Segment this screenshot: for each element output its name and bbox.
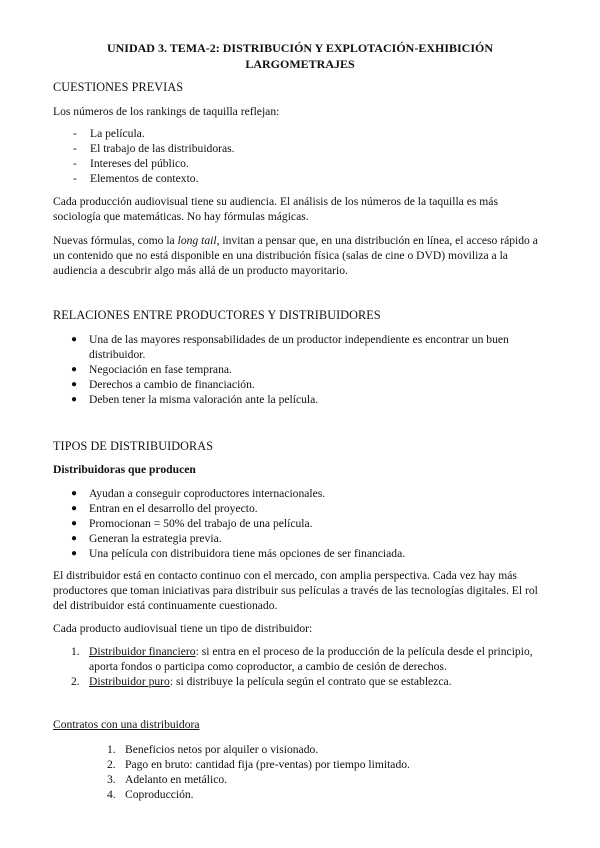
term-distribuidor-financiero: Distribuidor financiero [89,645,196,658]
list-item: 1. Distribuidor financiero: si entra en el proceso de la producción de la película desde el principio, aporta fondos o participa como coproductor, a cambio de cesión de derechos. [71,645,533,673]
subheading-distribuidoras-que-producen: Distribuidoras que producen [53,463,196,476]
title-line-2: LARGOMETRAJES [245,57,355,71]
list-item: ● Entran en el desarrollo del proyecto. [71,502,258,515]
list-item: ● Promocionan = 50% del trabajo de una película. [71,517,313,530]
list-item: ● Derechos a cambio de financiación. [71,378,255,391]
section-heading-relaciones: RELACIONES ENTRE PRODUCTORES Y DISTRIBUIDORES [53,308,381,322]
tipos-bullet-list [53,486,545,561]
tipos-paragraph: El distribuidor está en contacto continuo con el mercado, con amplia perspectiva. Cada vez hay más productores que toman iniciativas para distribuir sus películas a través de las tecnologías digitales. El rol del distribuidor está continuamente cuestionado. [53,569,538,612]
list-item: 4. Coproducción. [107,788,194,801]
term-distribuidor-puro: Distribuidor puro [89,675,170,688]
list-item: 1. Beneficios netos por alquiler o visionado. [107,743,319,756]
tipos-intro-2: Cada producto audiovisual tiene un tipo de distribuidor: [53,622,313,635]
list-item: ● Deben tener la misma valoración ante la película. [71,393,319,406]
list-item: 2. Pago en bruto: cantidad fija (pre-ventas) por tiempo limitado. [107,758,410,771]
title-line-1: UNIDAD 3. TEMA-2: DISTRIBUCIÓN Y EXPLOTACIÓN-EXHIBICIÓN [106,41,494,55]
list-item: 3. Adelanto en metálico. [107,773,228,786]
contratos-list [53,742,545,802]
document-title [90,40,510,72]
list-item: ● Negociación en fase temprana. [71,363,232,376]
list-item: ● Una de las mayores responsabilidades de un productor independiente es encontrar un buen distribuidor. [71,333,509,361]
list-item: ● Generan la estrategia previa. [71,532,222,545]
section-heading-cuestiones: CUESTIONES PREVIAS [53,80,184,94]
section-heading-contratos: Contratos con una distribuidora [53,718,200,731]
list-item: ● Una película con distribuidora tiene más opciones de ser financiada. [71,547,406,560]
cuestiones-dash-list [53,126,545,186]
cuestiones-paragraph-1: Cada producción audiovisual tiene su audiencia. El análisis de los números de la taquilla es más sociología que matemáticas. No hay fórmulas mágicas. [53,195,498,223]
cuestiones-paragraph-2: Nuevas fórmulas, como la long tail, invitan a pensar que, en una distribución en línea, el acceso rápido a un contenido que no está disponible en una distribución física (salas de cine o DVD) moviliza a la audiencia a descubrir algo más allá de un producto mayoritario. [53,234,538,277]
list-item: - El trabajo de las distribuidoras. [73,142,235,155]
distribuidor-types-list [53,644,545,689]
list-item: - La película. [73,127,145,140]
list-item: 2. Distribuidor puro: si distribuye la película según el contrato que se establezca. [71,675,452,688]
long-tail-term: long tail [177,234,217,247]
list-item: - Elementos de contexto. [73,172,199,185]
list-item: ● Ayudan a conseguir coproductores internacionales. [71,487,326,500]
section-heading-tipos: TIPOS DE DISTRIBUIDORAS [53,439,214,453]
list-item: - Intereses del público. [73,157,189,170]
cuestiones-intro: Los números de los rankings de taquilla reflejan: [53,105,280,118]
relaciones-bullet-list [53,332,545,407]
